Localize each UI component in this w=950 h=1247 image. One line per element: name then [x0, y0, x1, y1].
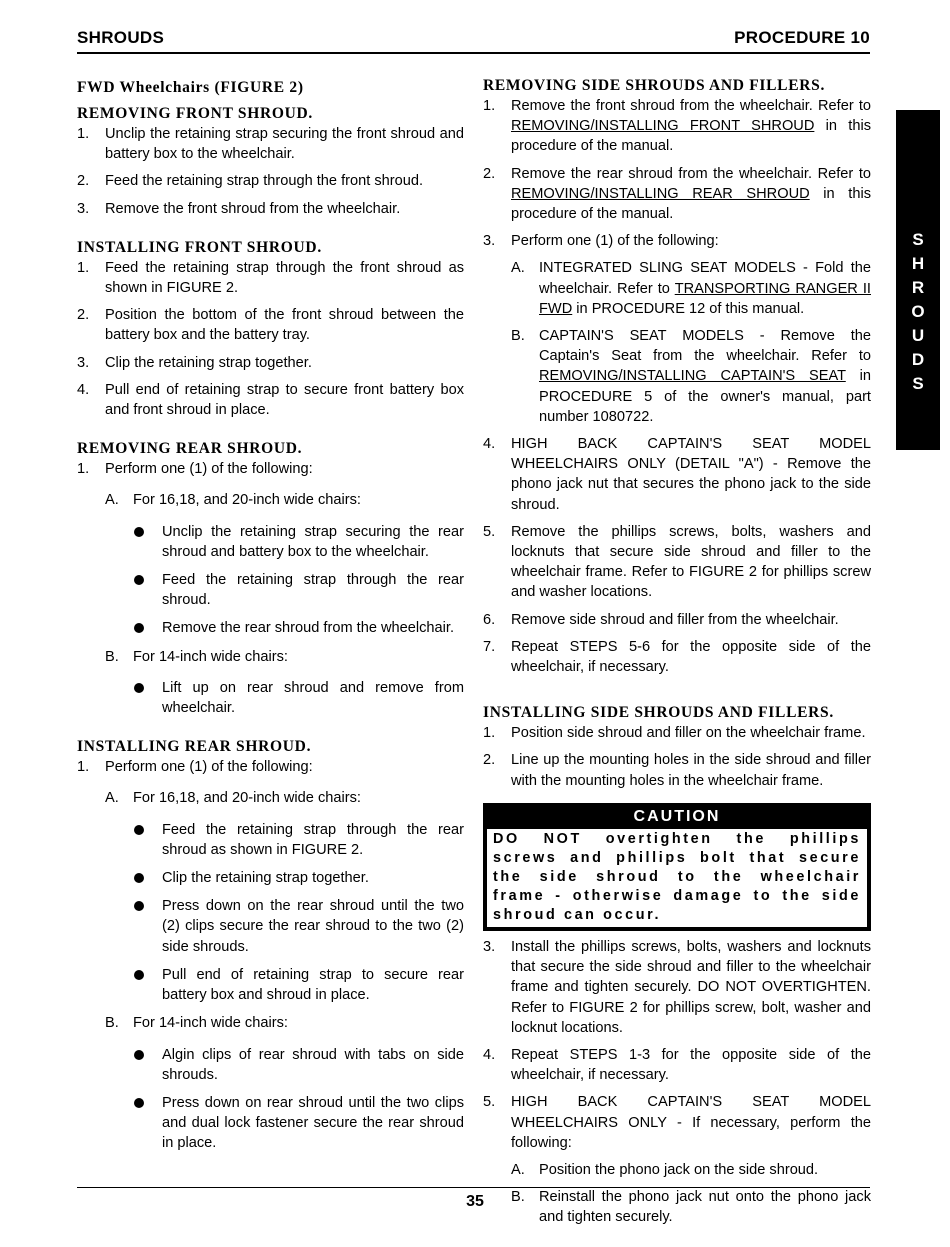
list-item: 1. Position side shroud and filler on the wheelchair frame. — [483, 725, 866, 742]
left-column — [77, 78, 464, 1173]
side-tab-letter: O — [911, 302, 925, 321]
bullet-item: Unclip the retaining strap securing the rear shroud and battery box to the wheelchair. — [77, 522, 464, 562]
list-item: 4. Pull end of retaining strap to secure front battery box and front shroud in place. — [77, 381, 464, 419]
caution-box — [483, 803, 871, 931]
side-tab-letter: H — [911, 254, 925, 273]
caution-text: DO NOT overtighten the phillips screws and phillips bolt that secure the side shroud to the wheelchair frame - otherwise damage to the side shroud can occur. — [493, 830, 861, 923]
bullet-item: Clip the retaining strap together. — [77, 868, 464, 888]
list-item: 3. Remove the front shroud from the wheelchair. — [77, 200, 401, 217]
cross-reference: REMOVING/INSTALLING REAR SHROUD — [511, 185, 810, 202]
side-tab-letter: D — [911, 350, 925, 369]
list-item: 6. Remove side shroud and filler from the wheelchair. — [483, 611, 839, 628]
cross-reference: REMOVING/INSTALLING CAPTAIN'S SEAT — [539, 368, 846, 385]
page-number: 35 — [466, 1193, 484, 1210]
installing-rear-shroud-section — [77, 737, 464, 1153]
list-item: 1. Perform one (1) of the following: — [77, 759, 313, 776]
installing-front-shroud-section — [77, 238, 464, 420]
section-heading: INSTALLING SIDE SHROUDS AND FILLERS. — [483, 704, 834, 722]
bullet-item: Pull end of retaining strap to secure rear battery box and shroud in place. — [77, 965, 464, 1005]
list-item: 2. Position the bottom of the front shroud between the battery box and the battery tray. — [77, 307, 464, 344]
removing-side-shrouds-section — [483, 76, 871, 677]
caution-title: CAUTION — [487, 807, 867, 829]
cross-reference: REMOVING/INSTALLING FRONT SHROUD — [511, 118, 815, 135]
footer-rule — [77, 1187, 870, 1188]
removing-rear-shroud-section — [77, 439, 464, 718]
sub-item: A. For 16,18, and 20-inch wide chairs: — [105, 790, 361, 807]
list-item: 1. Unclip the retaining strap securing the front shroud and battery box to the wheelchair. — [77, 126, 464, 163]
list-item: 1. Remove the front shroud from the wheelchair. Refer to REMOVING/INSTALLING FRONT SHROUD in this procedure of the manual. — [483, 98, 871, 155]
removing-front-shroud-section — [77, 104, 464, 219]
sub-item: B. For 14-inch wide chairs: — [105, 1015, 288, 1032]
side-tab — [896, 110, 940, 450]
section-heading: INSTALLING FRONT SHROUD. — [77, 238, 322, 256]
list-item: 4. Repeat STEPS 1-3 for the opposite side of the wheelchair, if necessary. — [483, 1046, 871, 1084]
header-section-title: SHROUDS — [77, 28, 165, 47]
sub-item: B. CAPTAIN'S SEAT MODELS - Remove the Captain's Seat from the wheelchair. Refer to REMOVING/INSTALLING CAPTAIN'S SEAT in PROCEDURE 5 of the owner's manual, part number 1080722. — [511, 328, 871, 425]
bullet-item: Feed the retaining strap through the rear shroud. — [77, 570, 464, 610]
sub-item: A. INTEGRATED SLING SEAT MODELS - Fold the wheelchair. Refer to TRANSPORTING RANGER II FWD in PROCEDURE 12 of this manual. — [511, 260, 871, 317]
section-title: FWD Wheelchairs (FIGURE 2) — [77, 79, 304, 96]
list-item: 3. Perform one (1) of the following: — [483, 233, 719, 250]
bullet-item: Remove the rear shroud from the wheelchair. — [77, 618, 464, 638]
list-item: 2. Remove the rear shroud from the wheelchair. Refer to REMOVING/INSTALLING REAR SHROUD in this procedure of the manual. — [483, 165, 871, 223]
sub-item: B. For 14-inch wide chairs: — [105, 648, 288, 665]
list-item: 2. Feed the retaining strap through the front shroud. — [77, 173, 424, 190]
bullet-item: Press down on rear shroud until the two clips and dual lock fastener secure the rear shroud in place. — [77, 1093, 464, 1154]
bullet-item: Press down on the rear shroud until the two (2) clips secure the rear shroud to the two (2) side shrouds. — [77, 896, 464, 957]
list-item: 1. Feed the retaining strap through the front shroud as shown in FIGURE 2. — [77, 259, 464, 297]
bullet-item: Feed the retaining strap through the rear shroud as shown in FIGURE 2. — [77, 820, 464, 860]
installing-side-shrouds-section — [483, 703, 871, 1227]
list-item: 7. Repeat STEPS 5-6 for the opposite side of the wheelchair, if necessary. — [483, 638, 871, 676]
sub-item: A. Position the phono jack on the side shroud. — [511, 1161, 819, 1178]
list-item: 5. Remove the phillips screws, bolts, washers and locknuts that secure side shroud and filler to the wheelchair frame. Refer to FIGURE 2 for phillips screw and washer locations. — [483, 523, 871, 601]
list-item: 3. Install the phillips screws, bolts, washers and locknuts that secure the side shroud and filler to the wheelchair frame and tighten securely. DO NOT OVERTIGHTEN. Refer to FIGURE 2 for phillips screw, bolt, washer and locknut locations. — [483, 938, 871, 1036]
section-heading: REMOVING FRONT SHROUD. — [77, 105, 314, 122]
side-tab-letter: U — [911, 326, 925, 345]
header-procedure-number: PROCEDURE 10 — [734, 28, 870, 47]
section-heading: REMOVING SIDE SHROUDS AND FILLERS. — [483, 77, 826, 94]
list-item: 1. Perform one (1) of the following: — [77, 461, 313, 478]
side-tab-letter: S — [912, 230, 924, 249]
side-tab-letter: S — [912, 374, 924, 393]
list-item: 4. HIGH BACK CAPTAIN'S SEAT MODEL WHEELCHAIRS ONLY (DETAIL "A") - Remove the phono jack nut that secures the phono jack to the side shroud. — [483, 436, 871, 513]
right-column — [483, 76, 871, 1247]
section-heading: REMOVING REAR SHROUD. — [77, 440, 303, 458]
bullet-item: Algin clips of rear shroud with tabs on side shrouds. — [77, 1045, 464, 1085]
list-item: 5. HIGH BACK CAPTAIN'S SEAT MODEL WHEELCHAIRS ONLY - If necessary, perform the following: — [483, 1094, 871, 1151]
bullet-item: Lift up on rear shroud and remove from wheelchair. — [77, 678, 464, 718]
list-item: 3. Clip the retaining strap together. — [77, 354, 312, 371]
list-item: 2. Line up the mounting holes in the side shroud and filler with the mounting holes in the wheelchair frame. — [483, 752, 871, 789]
sub-item: A. For 16,18, and 20-inch wide chairs: — [105, 492, 361, 509]
header-rule — [77, 52, 870, 54]
sub-item: B. Reinstall the phono jack nut onto the phono jack and tighten securely. — [511, 1189, 871, 1226]
cross-reference: TRANSPORTING RANGER II FWD — [539, 280, 871, 317]
side-tab-letter: R — [911, 278, 925, 297]
section-heading: INSTALLING REAR SHROUD. — [77, 738, 312, 756]
